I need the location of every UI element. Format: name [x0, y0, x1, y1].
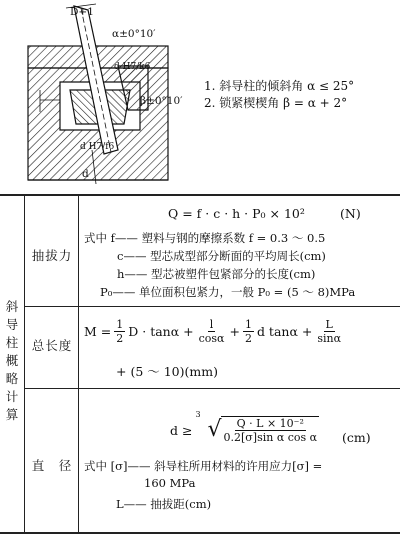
note-1: 1. 斜导柱的倾斜角 α ≤ 25°: [204, 79, 355, 93]
fraction-half-2: $\frac{1}{2}$: [244, 318, 252, 345]
fraction-L-sin: $\frac{L}{\sin\alpha}$: [317, 318, 342, 345]
calc-table: [0, 194, 400, 534]
fraction-l-cos: $\frac{l}{\cos\alpha}$: [198, 318, 225, 345]
mold-diagram: [0, 0, 400, 190]
formula-diameter: [170, 410, 319, 444]
formula-lead: d ≥: [170, 422, 193, 438]
row-label-pull-force: 抽拔力: [31, 248, 73, 263]
formula-total-length-line2: + (5 ～ 10)(mm): [116, 364, 218, 379]
label-fit-k6: d H7/k6: [114, 62, 151, 72]
def-perimeter: c—— 型芯成型部分断面的平均周长(cm): [117, 249, 326, 263]
root-fraction: $\frac{\text{Q · L × 10⁻²}}{\text{0.2[σ]sin α cos α}}$: [223, 417, 318, 444]
formula-lead: M =: [84, 324, 112, 339]
def-stress-value: 160 MPa: [144, 476, 196, 490]
label-fit-f6: d H7/f6: [80, 142, 115, 152]
term-3: d tanα +: [256, 324, 313, 339]
notes: [204, 78, 354, 112]
cube-root: [195, 410, 319, 444]
unit-diameter: (cm): [342, 430, 371, 445]
label-beta-tolerance: β±0°10′: [140, 95, 183, 107]
def-friction: 式中 f—— 塑料与钢的摩擦系数 f = 0.3 ～ 0.5: [84, 231, 326, 245]
row-label-diameter: 直 径: [31, 458, 73, 473]
term-2: +: [229, 324, 240, 339]
def-stress: 式中 [σ]—— 斜导柱所用材料的许用应力[σ] =: [84, 459, 323, 473]
root-index: 3: [195, 410, 201, 419]
category-label: 斜导柱概略计算: [5, 299, 19, 422]
fraction-half-1: $\frac{1}{2}$: [116, 318, 124, 345]
label-alpha-tolerance: α±0°10′: [112, 28, 156, 40]
mold-cross-section: [0, 0, 200, 186]
unit-pull-force: (N): [340, 206, 361, 221]
def-pull-distance: L—— 抽拔距(cm): [116, 497, 212, 511]
def-length: h—— 型芯被塑件包紧部分的长度(cm): [117, 267, 316, 281]
def-pressure: P₀—— 单位面积包紧力，一般 P₀ = (5 ～ 8)MPa: [100, 285, 356, 299]
formula-total-length: [84, 318, 343, 345]
label-d: d: [82, 168, 89, 180]
row-label-total-length: 总长度: [31, 338, 73, 353]
label-d-plus-1: D+1: [70, 6, 94, 18]
note-2: 2. 锁紧楔楔角 β = α + 2°: [204, 96, 348, 110]
radical-sign: √: [207, 417, 222, 442]
formula-pull-force: Q = f · c · h · P₀ × 10²: [168, 206, 305, 221]
term-1: D · tanα +: [128, 324, 194, 339]
